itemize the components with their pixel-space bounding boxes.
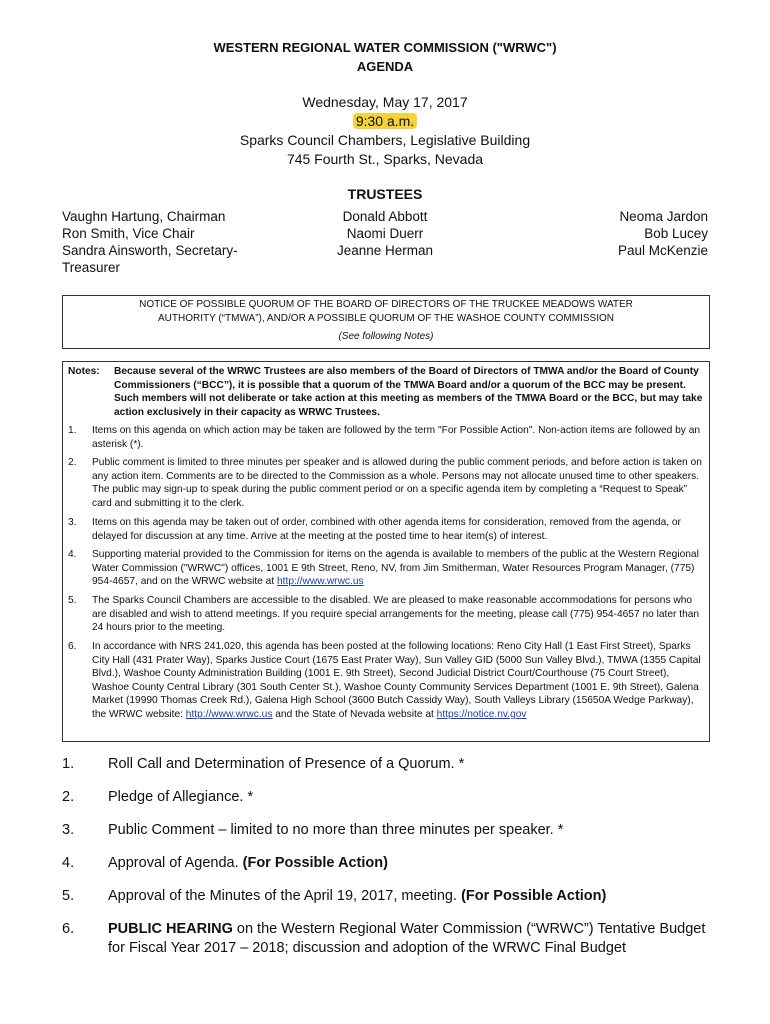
meeting-address: 745 Fourth St., Sparks, Nevada: [286, 151, 484, 167]
notice-line: NOTICE OF POSSIBLE QUORUM OF THE BOARD OF DIRECTORS OF THE TRUCKEE MEADOWS WATER: [139, 299, 633, 310]
meeting-time-line: [0, 113, 770, 129]
agenda-text-body: on the Western Regional Water Commission (“WRWC”) Tentative Budget for Fiscal Year 2017 – 2018; discussion and adoption of the WRWC Final Budget: [108, 921, 706, 956]
possible-action-label: (For Possible Action): [461, 888, 607, 904]
meeting-time: 9:30 a.m.: [353, 113, 417, 129]
agenda-text-body: Approval of the Minutes of the April 19, 2017, meeting.: [108, 888, 462, 904]
trustee-name: Naomi Duerr: [346, 226, 424, 241]
agenda-text: [108, 887, 718, 906]
note-number: 4.: [68, 549, 77, 560]
nevada-notice-link[interactable]: https://notice.nv.gov: [436, 708, 527, 720]
agenda-number: 3.: [62, 822, 75, 838]
trustee-name: Bob Lucey: [644, 226, 708, 241]
note-text-body: In accordance with NRS 241.020, this agenda has been posted at the following locations: Reno City Hall (1 East First Street), Sparks City Hall (431 Prater Way), Sparks Justice Court (1675 East Prater Way), Sun Valley GID (5000 Sun Valley Blvd.), TMWA (1355 Capital Blvd.), Washoe County Administration Building (1001 E. 9th Street), Second Judicial District Court/Courthouse (75 Court Street), Washoe County Central Library (301 South Center St.), Washoe County Community Services Department (1001 E. 9th Street), Galena Market (19990 Thomas Creek Rd.), Galena High School (3600 Butch Cassidy Way), South Valleys Library (15650A Wedge Parkway), the WRWC website:: [92, 641, 701, 720]
agenda-text: Pledge of Allegiance. *: [108, 789, 254, 805]
trustee-name: Sandra Ainsworth, Secretary-: [62, 243, 238, 258]
note-number: 6.: [68, 641, 77, 652]
trustees-heading: TRUSTEES: [347, 186, 423, 202]
agenda-text: Roll Call and Determination of Presence of a Quorum. *: [108, 756, 465, 772]
note-text: [92, 640, 704, 722]
trustee-name: Vaughn Hartung, Chairman: [62, 209, 226, 224]
agenda-title: AGENDA: [356, 59, 414, 74]
agenda-number: 6.: [62, 921, 75, 937]
see-notes-text: (See following Notes): [338, 331, 434, 342]
trustees-left-column: [62, 208, 238, 276]
meeting-location: Sparks Council Chambers, Legislative Building: [239, 132, 531, 148]
note-number: 1.: [68, 425, 77, 436]
trustees-right-column: [618, 208, 708, 259]
quorum-notice-box: [62, 295, 710, 349]
agenda-number: 1.: [62, 756, 75, 772]
trustee-name: Paul McKenzie: [617, 243, 708, 258]
possible-action-label: (For Possible Action): [242, 855, 388, 871]
trustee-name: Jeanne Herman: [336, 243, 434, 258]
commission-title: WESTERN REGIONAL WATER COMMISSION ("WRWC"): [213, 40, 557, 55]
agenda-number: 5.: [62, 888, 75, 904]
agenda-text-body: Approval of Agenda.: [108, 855, 243, 871]
note-text-body: and the State of Nevada website at: [272, 708, 437, 720]
trustee-name: Donald Abbott: [342, 209, 428, 224]
note-text: Items on this agenda on which action may be taken are followed by the term "For Possible Action". Non-action items are followed by an asterisk (*).: [92, 425, 701, 450]
trustee-name: Treasurer: [62, 260, 121, 275]
public-hearing-label: PUBLIC HEARING: [108, 921, 233, 937]
note-number: 2.: [68, 457, 77, 468]
agenda-text: Public Comment – limited to no more than three minutes per speaker. *: [108, 822, 564, 838]
agenda-number: 4.: [62, 855, 75, 871]
agenda-text: [108, 920, 718, 958]
note-text: Public comment is limited to three minutes per speaker and is allowed during the public comment periods, and before action is taken on any action item. Comments are to be directed to the Commission as a whole. Persons may not allocate unused time to other speakers. The public may sign-up to speak during the public comment period or on a specific agenda item by completing a “Request to Speak” card and submitting it to the clerk.: [92, 457, 702, 509]
note-text: [92, 548, 704, 589]
agenda-number: 2.: [62, 789, 75, 805]
notes-box: [62, 361, 710, 742]
trustee-name: Ron Smith, Vice Chair: [62, 226, 195, 241]
trustees-center-column: [310, 208, 460, 259]
notes-intro-text: Because several of the WRWC Trustees are also members of the Board of Directors of TMWA and/or the Board of County Commissioners (“BCC”), it is possible that a quorum of the TMWA Board and/or a quorum of the BCC may be present. Such members will not deliberate or take action at this meeting as members of the TMWA Board or the BCC, but may take action exclusively in their capacity as WRWC Trustees.: [114, 366, 703, 418]
agenda-text: [108, 854, 718, 873]
notice-line: AUTHORITY (“TMWA”), AND/OR A POSSIBLE QUORUM OF THE WASHOE COUNTY COMMISSION: [158, 313, 614, 324]
note-text: Items on this agenda may be taken out of order, combined with other agenda items for consideration, removed from the agenda, or delayed for discussion at any time. Arrive at the meeting at the posted time to hear item(s) of interest.: [92, 517, 681, 542]
wrwc-website-link[interactable]: http://www.wrwc.us: [277, 576, 364, 588]
note-number: 3.: [68, 517, 77, 528]
note-number: 5.: [68, 595, 77, 606]
wrwc-website-link[interactable]: http://www.wrwc.us: [185, 708, 273, 720]
meeting-date: Wednesday, May 17, 2017: [302, 94, 468, 110]
notes-label: Notes:: [68, 366, 100, 377]
trustee-name: Neoma Jardon: [619, 209, 708, 224]
note-text: The Sparks Council Chambers are accessible to the disabled. We are pleased to make reasonable accommodations for persons who are disabled and wish to attend meetings. If you require special arrangements for the meeting, please call (775) 954-4657 no later than 24 hours prior to the meeting.: [92, 595, 700, 634]
note-text-body: Supporting material provided to the Commission for items on the agenda is available to members of the public at the Western Regional Water Commission ("WRWC") offices, 1001 E 9th Street, Reno, NV, from Jim Smitherman, Water Resources Program Manager, (775) 954-4657, and on the WRWC website at: [92, 549, 699, 588]
